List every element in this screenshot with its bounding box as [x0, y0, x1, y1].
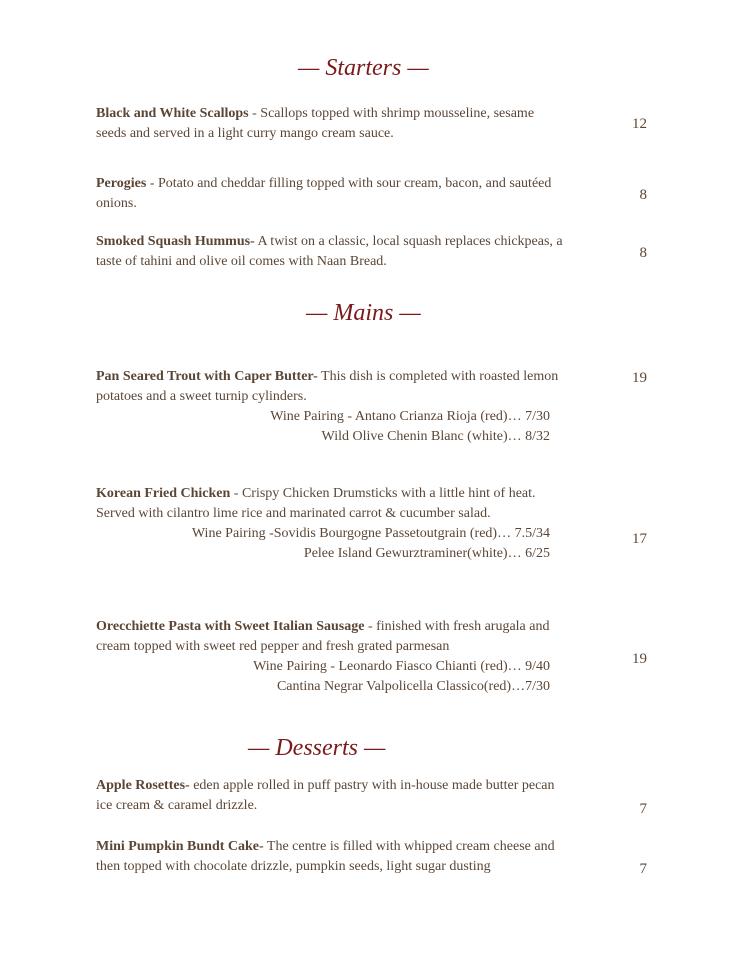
- menu-item-pan-seared-trout: [96, 367, 566, 447]
- item-desc-text: - Crispy Chicken Drumsticks with a little hint of heat. Served with cilantro lime rice and marinated carrot & cucumber salad.: [96, 486, 536, 521]
- menu-item-apple-rosettes: [96, 776, 566, 816]
- item-description: [96, 367, 566, 407]
- item-desc-text: The centre is filled with whipped cream cheese and then topped with chocolate drizzle, pumpkin seeds, light sugar dusting: [96, 839, 555, 874]
- item-description: [96, 837, 566, 877]
- item-desc-text: - finished with fresh arugala and cream topped with sweet red pepper and fresh grated parmesan: [96, 619, 550, 654]
- item-name: Perogies: [96, 176, 147, 191]
- item-price: 19: [632, 370, 647, 386]
- item-name: Black and White Scallops: [96, 106, 249, 121]
- wine-pairing-2: Pelee Island Gewurztraminer(white)… 6/25: [303, 546, 550, 561]
- item-description: [96, 174, 566, 214]
- wine-pairing-1: Wine Pairing - Antano Crianza Rioja (red)… 7/30: [270, 409, 550, 424]
- item-description: [96, 104, 566, 144]
- item-price: 12: [632, 116, 647, 132]
- section-title-starters: — Starters —: [298, 55, 429, 81]
- menu-item-black-and-white-scallops: [96, 104, 566, 144]
- item-desc-text: eden apple rolled in puff pastry with in-house made butter pecan ice cream & caramel drizzle.: [96, 778, 555, 813]
- item-price: 17: [632, 531, 647, 547]
- section-title-desserts: — Desserts —: [248, 735, 386, 761]
- item-description: [96, 617, 566, 657]
- menu-item-smoked-squash-hummus: [96, 232, 566, 272]
- item-name: Smoked Squash Hummus-: [96, 234, 255, 249]
- wine-pairing-1: Wine Pairing - Leonardo Fiasco Chianti (red)… 9/40: [253, 659, 550, 674]
- item-desc-text: This dish is completed with roasted lemon potatoes and a sweet turnip cylinders.: [96, 369, 559, 404]
- item-price: 7: [639, 861, 647, 877]
- wine-pairing-1: Wine Pairing -Sovidis Bourgogne Passetoutgrain (red)… 7.5/34: [191, 526, 550, 541]
- menu-item-korean-fried-chicken: [96, 484, 566, 564]
- item-name: Apple Rosettes-: [96, 778, 190, 793]
- item-name: Orecchiette Pasta with Sweet Italian Sausage: [96, 619, 365, 634]
- item-price: 19: [632, 651, 647, 667]
- menu-item-orecchiette-pasta: [96, 617, 566, 697]
- item-name: Mini Pumpkin Bundt Cake-: [96, 839, 264, 854]
- item-desc-text: - Potato and cheddar filling topped with sour cream, bacon, and sautéed onions.: [96, 176, 552, 211]
- item-desc-text: - Scallops topped with shrimp mousseline, sesame seeds and served in a light curry mango cream sauce.: [96, 106, 535, 141]
- item-description: [96, 776, 566, 816]
- item-desc-text: A twist on a classic, local squash replaces chickpeas, a taste of tahini and olive oil comes with Naan Bread.: [96, 234, 563, 269]
- item-name: Pan Seared Trout with Caper Butter-: [96, 369, 318, 384]
- item-description: [96, 484, 566, 524]
- item-description: [96, 232, 566, 272]
- menu-item-mini-pumpkin-bundt-cake: [96, 837, 566, 877]
- item-price: 8: [639, 187, 647, 203]
- section-title-mains: — Mains —: [306, 300, 421, 326]
- item-price: 8: [639, 245, 647, 261]
- wine-pairing-2: Wild Olive Chenin Blanc (white)… 8/32: [321, 429, 550, 444]
- menu-item-perogies: [96, 174, 566, 214]
- wine-pairing-2: Cantina Negrar Valpolicella Classico(red)…7/30: [276, 679, 550, 694]
- item-price: 7: [639, 801, 647, 817]
- item-name: Korean Fried Chicken: [96, 486, 231, 501]
